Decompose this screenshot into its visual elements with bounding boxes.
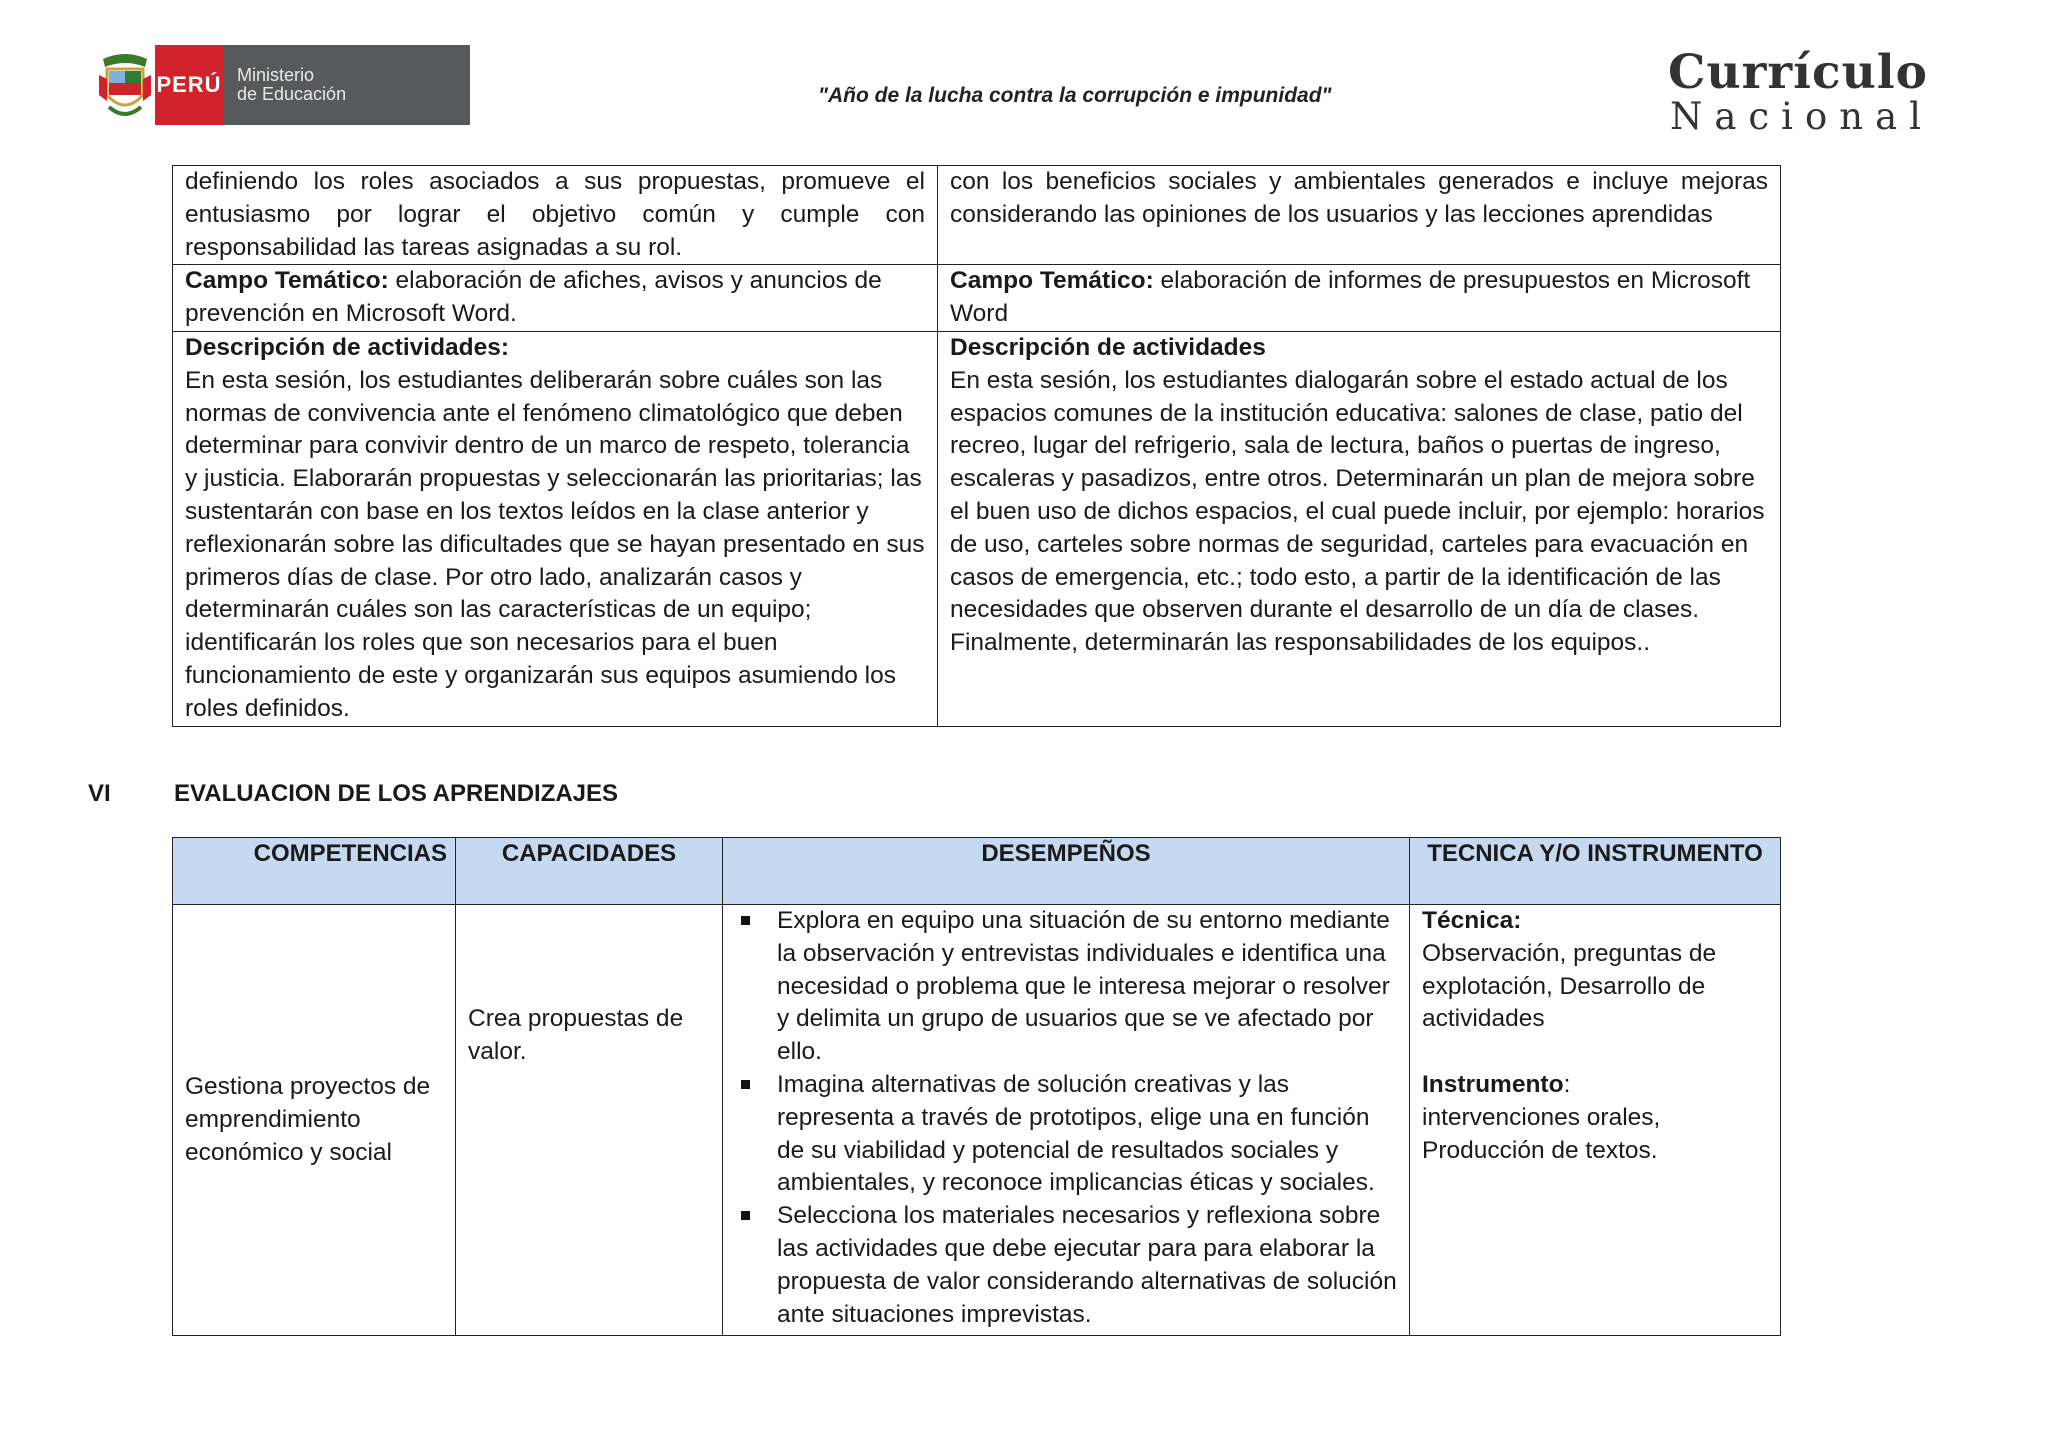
description-text: En esta sesión, los estudiantes deliberarán sobre cuáles son las normas de convivencia ante el fenómeno climatológico que deben determinar para convivir dentro de un marco de respeto, tolerancia y justicia. Elaborarán propuestas y seleccionarán las prioritarias; las sustentarán con base en los textos leídos en la clase anterior y reflexionarán sobre las dificultades que se hayan presentado en sus primeros días de clase. Por otro lado, analizarán casos y determinarán cuáles son las características de un equipo; identificarán los roles que son necesarios para el buen funcionamiento de este y organizarán sus equipos asumiendo los roles definidos. <box>185 366 925 722</box>
brand-line1: Currículo <box>1668 45 1928 100</box>
table-header-row <box>173 838 1781 905</box>
ministry-line1: Ministerio <box>237 65 315 85</box>
list-item: Explora en equipo una situación de su entorno mediante la observación y entrevistas individuales e identifica una necesidad o problema que le interesa mejorar o resolver y delimita un grupo de usuarios que se ve afectado por ello. <box>735 905 1397 1069</box>
thematic-field-label: Campo Temático: <box>950 267 1154 295</box>
section-title: EVALUACION DE LOS APRENDIZAJES <box>174 780 619 807</box>
activities-cell: con los beneficios sociales y ambientales generados e incluye mejoras considerando las opiniones de los usuarios y las lecciones aprendidas <box>938 166 1781 265</box>
peru-label: PERÚ <box>155 45 223 125</box>
evaluation-table <box>172 837 1781 1336</box>
table-row <box>173 905 1781 1336</box>
capacidad-cell <box>456 905 723 1336</box>
list-item: Imagina alternativas de solución creativas y las representa a través de prototipos, elige una en función de su viabilidad y potencial de resultados sociales y ambientales, y reconoce implicancias éticas y sociales. <box>735 1069 1397 1200</box>
tecnica-label: Técnica: <box>1422 907 1522 934</box>
table-row <box>173 331 1781 726</box>
thematic-field-text: elaboración de informes de presupuestos en Microsoft Word <box>950 267 1751 328</box>
coat-of-arms-icon <box>95 45 155 125</box>
capacidad-text: Crea propuestas de valor. <box>468 1005 684 1065</box>
desempenos-list <box>735 905 1397 1331</box>
thematic-field-cell <box>938 265 1781 332</box>
activities-cell: definiendo los roles asociados a sus propuestas, promueve el entusiasmo por lograr el objetivo común y cumple con responsabilidad las tareas asignadas a su rol. <box>173 166 938 265</box>
thematic-field-text: elaboración de afiches, avisos y anuncios de prevención en Microsoft Word. <box>185 267 882 328</box>
ministry-label <box>223 45 470 125</box>
thematic-field-label: Campo Temático: <box>185 267 389 295</box>
desempenos-cell <box>723 905 1410 1336</box>
minedu-logo <box>95 45 470 125</box>
activities-table <box>172 165 1781 727</box>
ministry-line2: de Educación <box>237 84 347 104</box>
table-row <box>173 265 1781 332</box>
header-desempenos: DESEMPEÑOS <box>723 838 1410 905</box>
header-capacidades: CAPACIDADES <box>456 838 723 905</box>
description-text: En esta sesión, los estudiantes dialogarán sobre el estado actual de los espacios comunes de la institución educativa: salones de clase, patio del recreo, lugar del refrigerio, sala de lectura, baños o puertas de ingreso, escaleras y pasadizos, entre otros. Determinarán un plan de mejora sobre el buen uso de dichos espacios, el cual puede incluir, por ejemplo: horarios de uso, carteles sobre normas de seguridad, carteles para evacuación en casos de emergencia, etc.; todo esto, a partir de la identificación de las necesidades que observen durante el desarrollo de un día de clases. Finalmente, determinarán las responsabilidades de los equipos.. <box>950 366 1765 657</box>
curriculo-nacional-logo <box>1668 45 1968 148</box>
header-tecnica: TECNICA Y/O INSTRUMENTO <box>1410 838 1781 905</box>
instrumento-line: Instrumento: <box>1422 1071 1571 1099</box>
instrumento-text: intervenciones orales, Producción de textos. <box>1422 1103 1661 1164</box>
table-row <box>173 166 1781 265</box>
activities-description-cell <box>938 331 1781 726</box>
description-label: Descripción de actividades: <box>185 333 510 361</box>
tecnica-text: Observación, preguntas de explotación, Desarrollo de actividades <box>1422 939 1717 1033</box>
activities-description-cell <box>173 331 938 726</box>
competencia-cell: Gestiona proyectos de emprendimiento económico y social <box>173 905 456 1336</box>
tecnica-cell <box>1410 905 1781 1336</box>
instrumento-label: Instrumento <box>1422 1071 1564 1099</box>
section-number: VI <box>88 780 111 807</box>
list-item: Selecciona los materiales necesarios y reflexiona sobre las actividades que debe ejecutar para para elaborar la propuesta de valor considerando alternativas de solución ante situaciones imprevistas. <box>735 1200 1397 1331</box>
year-motto: "Año de la lucha contra la corrupción e impunidad" <box>818 84 1332 107</box>
brand-line2: Nacional <box>1670 95 1933 138</box>
description-label: Descripción de actividades <box>950 333 1266 361</box>
thematic-field-cell <box>173 265 938 332</box>
header-competencias: COMPETENCIAS <box>173 838 456 905</box>
